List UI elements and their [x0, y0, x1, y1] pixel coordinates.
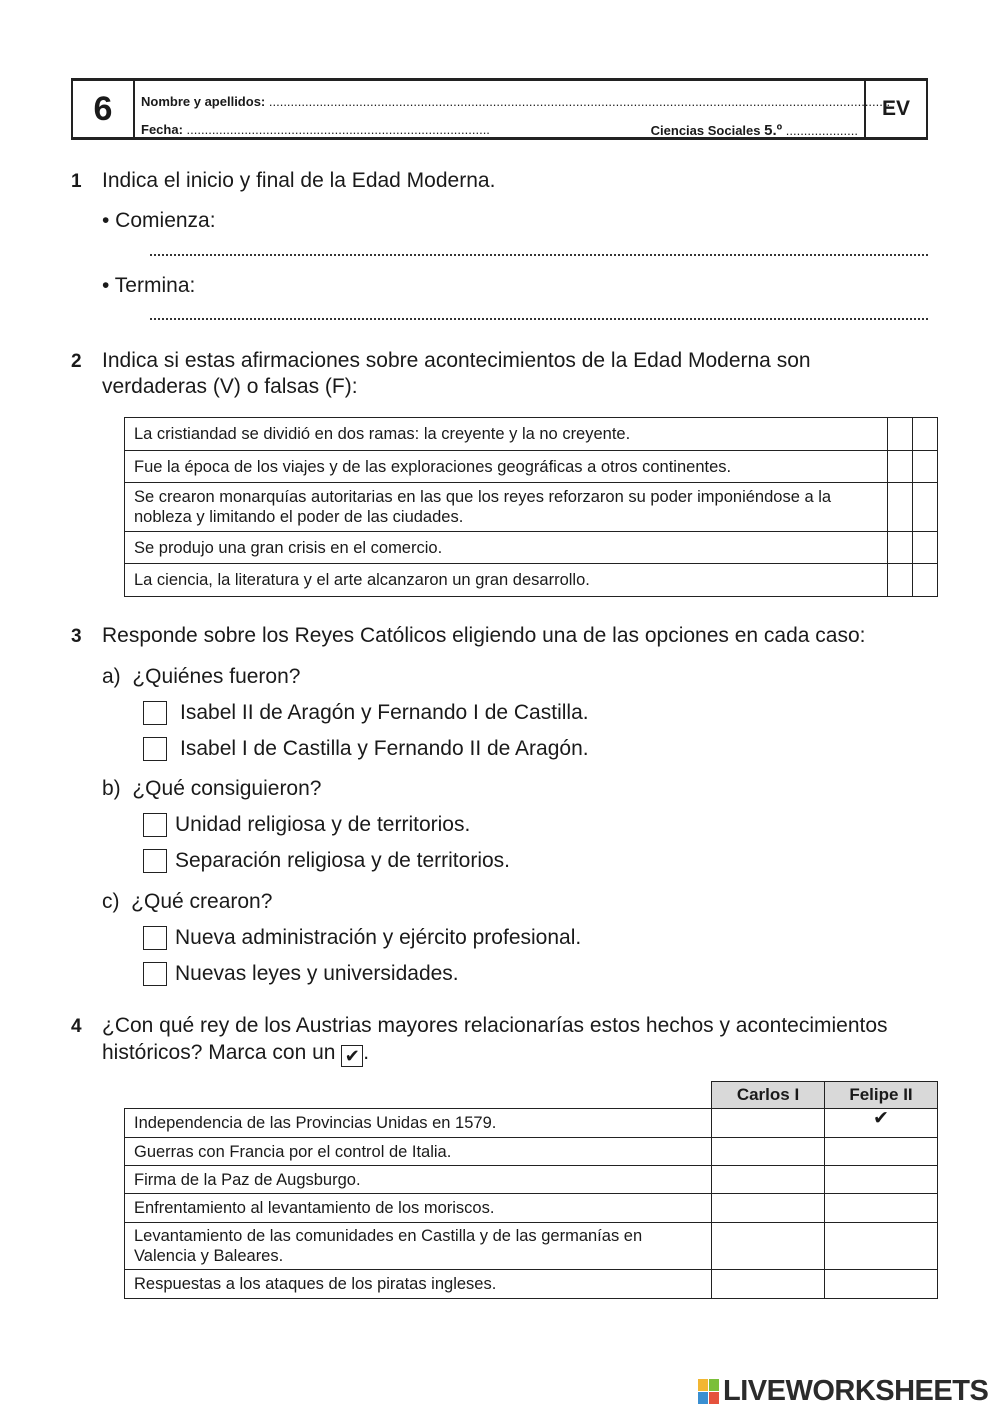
checkmark-icon: ✔ [341, 1045, 363, 1067]
q1-end-answer[interactable] [150, 316, 928, 320]
table-row [125, 1109, 938, 1138]
table-row [125, 451, 938, 483]
felipe-cell[interactable] [825, 1223, 938, 1270]
statement: Fue la época de los viajes y de las exploraciones geográficas a otros continentes. [125, 451, 888, 483]
q3a-option-2 [143, 737, 589, 761]
carlos-cell[interactable] [712, 1223, 825, 1270]
q1-end-label: • Termina: [102, 274, 196, 297]
event: Independencia de las Provincias Unidas en 1579. [125, 1109, 712, 1138]
q3c-label: c) [102, 890, 120, 913]
statement: Se crearon monarquías autoritarias en las que los reyes reforzaron su poder imponiéndose a la nobleza y limitando el poder de las ciudades. [125, 483, 888, 532]
date-field[interactable]: .................................................................................... [186, 122, 490, 137]
table-row [125, 564, 938, 597]
false-box[interactable] [913, 532, 938, 564]
liveworksheets-logo-icon [698, 1379, 720, 1405]
q2-text-line1: Indica si estas afirmaciones sobre acontecimientos de la Edad Moderna son [102, 349, 811, 372]
carlos-cell[interactable] [712, 1109, 825, 1138]
option-text: Unidad religiosa y de territorios. [175, 813, 471, 836]
q2-text-line2: verdaderas (V) o falsas (F): [102, 375, 358, 398]
statement: La cristiandad se dividió en dos ramas: la creyente y la no creyente. [125, 418, 888, 451]
q4-text-line1: ¿Con qué rey de los Austrias mayores relacionarías estos hechos y acontecimientos [102, 1014, 888, 1037]
option-text: Isabel II de Aragón y Fernando I de Castilla. [180, 701, 589, 724]
checkbox[interactable] [143, 926, 167, 950]
ev-label: EV [864, 81, 928, 137]
q1-number: 1 [71, 171, 82, 192]
true-box[interactable] [888, 564, 913, 597]
q1-text: Indica el inicio y final de la Edad Moderna. [102, 169, 496, 192]
liveworksheets-logo[interactable] [698, 1375, 988, 1408]
q1-start-label: • Comienza: [102, 209, 216, 232]
event: Enfrentamiento al levantamiento de los moriscos. [125, 1194, 712, 1223]
table-row [125, 532, 938, 564]
table-row [125, 1138, 938, 1166]
statement: Se produjo una gran crisis en el comercio. [125, 532, 888, 564]
q3b-option-1 [143, 813, 470, 837]
true-box[interactable] [888, 532, 913, 564]
q3b-label: b) [102, 777, 121, 800]
carlos-cell[interactable] [712, 1138, 825, 1166]
option-text: Separación religiosa y de territorios. [175, 849, 510, 872]
subject-field[interactable]: .................... [785, 123, 858, 138]
col-carlos: Carlos I [712, 1082, 825, 1109]
true-box[interactable] [888, 418, 913, 451]
false-box[interactable] [913, 564, 938, 597]
q2-number: 2 [71, 351, 82, 372]
q3b-question: ¿Qué consiguieron? [132, 777, 322, 800]
checkbox[interactable] [143, 849, 167, 873]
table-row [125, 1223, 938, 1270]
false-box[interactable] [913, 418, 938, 451]
q3c-option-2 [143, 962, 459, 986]
q3-text: Responde sobre los Reyes Católicos eligiendo una de las opciones en cada caso: [102, 624, 866, 647]
event: Respuestas a los ataques de los piratas ingleses. [125, 1270, 712, 1299]
statement: La ciencia, la literatura y el arte alcanzaron un gran desarrollo. [125, 564, 888, 597]
table-row [125, 1194, 938, 1223]
q3-number: 3 [71, 626, 82, 647]
felipe-cell[interactable] [825, 1138, 938, 1166]
table-row [125, 1270, 938, 1299]
worksheet-header [71, 78, 928, 140]
q1-start-answer[interactable] [150, 252, 928, 256]
q3a-label: a) [102, 665, 121, 688]
q3b-option-2 [143, 849, 510, 873]
q3a-question: ¿Quiénes fueron? [132, 665, 301, 688]
logo-text: LIVEWORKSHEETS [723, 1375, 989, 1407]
col-felipe: Felipe II [825, 1082, 938, 1109]
false-box[interactable] [913, 483, 938, 532]
checkbox[interactable] [143, 813, 167, 837]
carlos-cell[interactable] [712, 1194, 825, 1223]
checkbox[interactable] [143, 701, 167, 725]
student-info [135, 81, 891, 139]
event: Levantamiento de las comunidades en Castilla y de las germanías en Valencia y Baleares. [125, 1223, 712, 1270]
table-row [125, 483, 938, 532]
felipe-cell-checked[interactable]: ✔ [825, 1109, 938, 1138]
q3c-question: ¿Qué crearon? [131, 890, 273, 913]
option-text: Nuevas leyes y universidades. [175, 962, 459, 985]
q4-number: 4 [71, 1016, 82, 1037]
table-header-row [125, 1082, 938, 1109]
subject-label: Ciencias Sociales [650, 123, 761, 138]
option-text: Isabel I de Castilla y Fernando II de Aragón. [180, 737, 589, 760]
q3a-option-1 [143, 701, 589, 725]
q3c-option-1 [143, 926, 581, 950]
felipe-cell[interactable] [825, 1194, 938, 1223]
kings-table [124, 1081, 938, 1299]
table-row [125, 418, 938, 451]
true-false-table [124, 417, 938, 597]
false-box[interactable] [913, 451, 938, 483]
unit-number: 6 [71, 81, 135, 137]
true-box[interactable] [888, 451, 913, 483]
date-label: Fecha: [141, 122, 183, 137]
felipe-cell[interactable] [825, 1270, 938, 1299]
option-text: Nueva administración y ejército profesional. [175, 926, 582, 949]
true-box[interactable] [888, 483, 913, 532]
event: Guerras con Francia por el control de Italia. [125, 1138, 712, 1166]
carlos-cell[interactable] [712, 1166, 825, 1194]
event: Firma de la Paz de Augsburgo. [125, 1166, 712, 1194]
carlos-cell[interactable] [712, 1270, 825, 1299]
q4-text-line2: históricos? Marca con un [102, 1041, 336, 1064]
table-row [125, 1166, 938, 1194]
name-field[interactable]: ............................................................................................................................................................................ [268, 94, 891, 109]
grade-label: 5.º [764, 122, 783, 139]
name-label: Nombre y apellidos: [141, 94, 266, 109]
checkbox[interactable] [143, 962, 167, 986]
checkbox[interactable] [143, 737, 167, 761]
felipe-cell[interactable] [825, 1166, 938, 1194]
